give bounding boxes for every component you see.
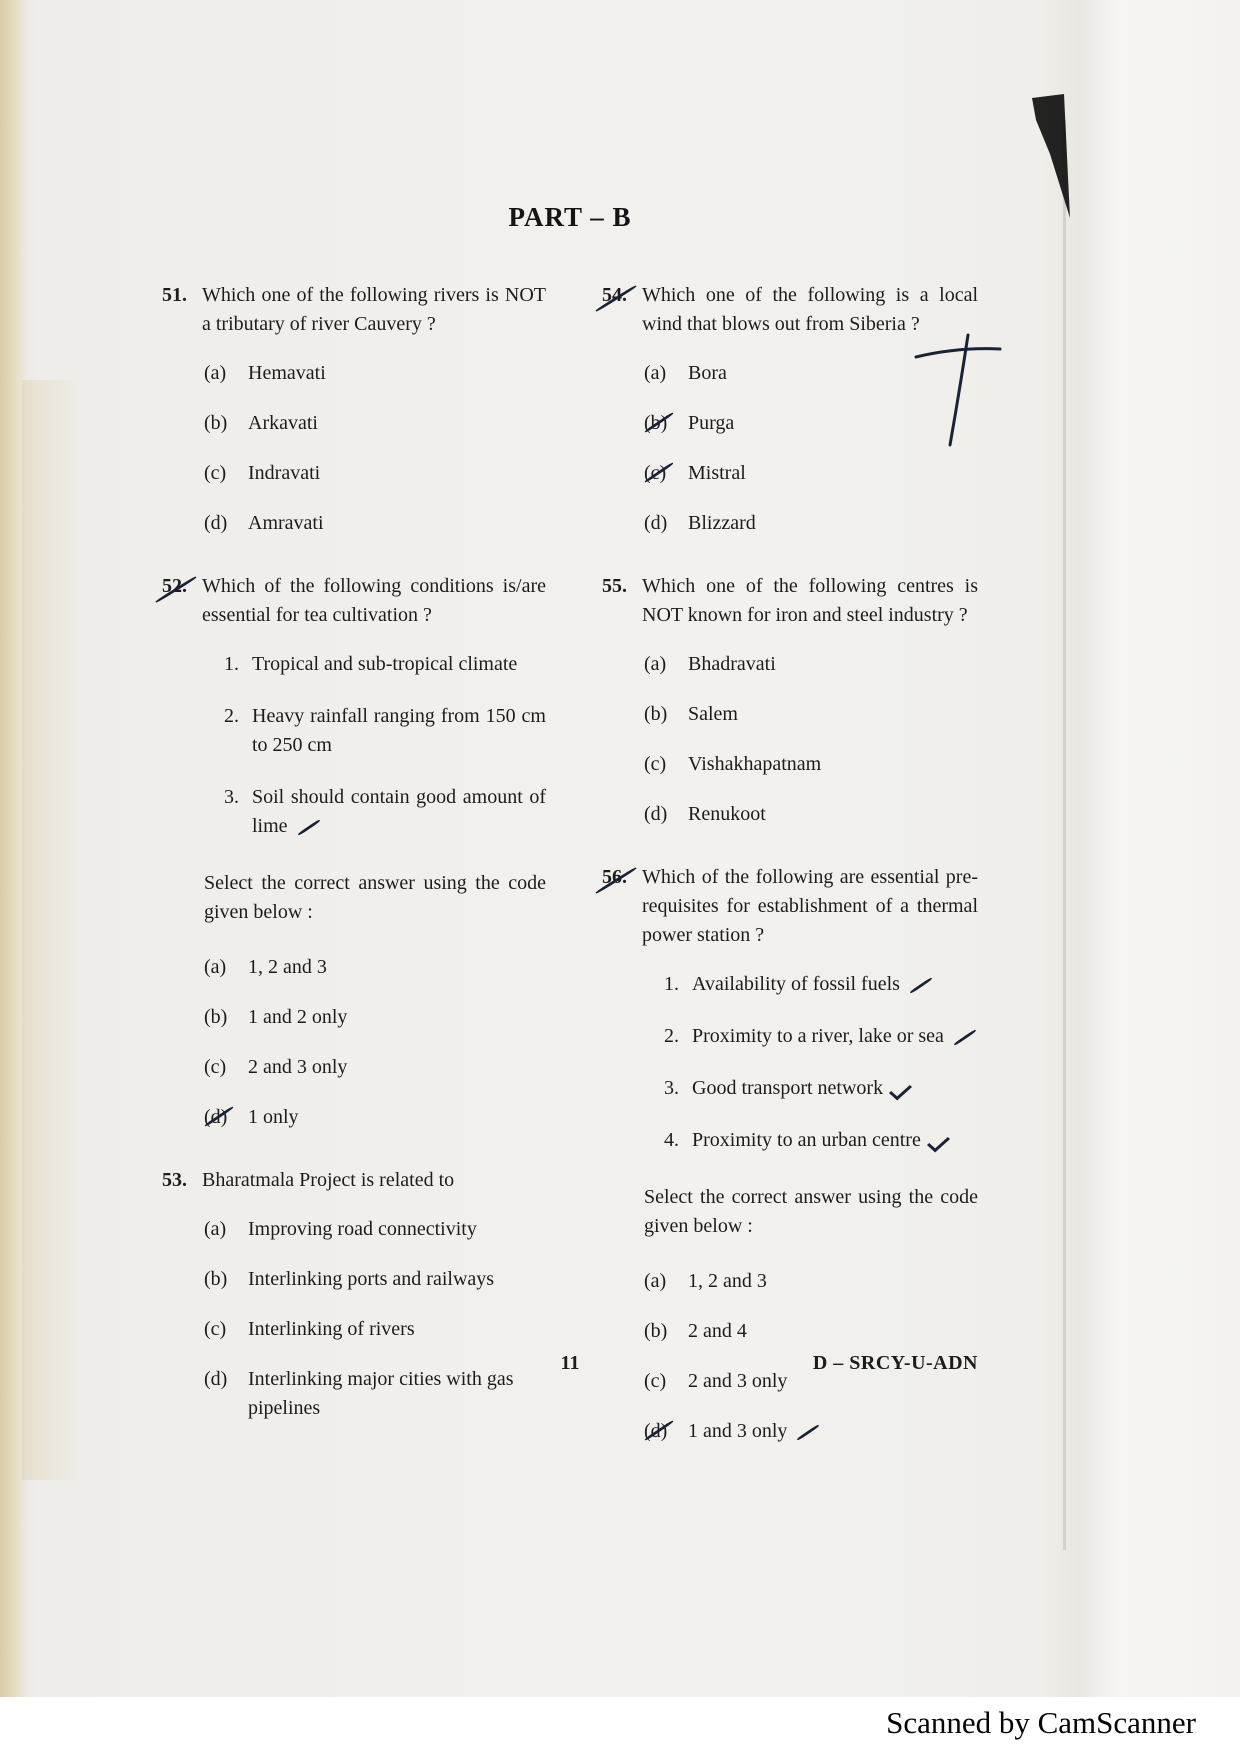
option-56d-marked <box>644 1417 978 1446</box>
question-text: Which of the following are essential pre-requisites for establishment of a thermal power station ? <box>642 866 978 947</box>
question-53 <box>162 1166 546 1423</box>
statement-1-marked: 1. Availability of fossil fuels <box>664 970 978 999</box>
option-label: (c) <box>644 753 667 776</box>
option-text: Amravati <box>248 512 324 535</box>
statement-2-marked: 2. Proximity to a river, lake or sea <box>664 1022 978 1051</box>
paper-code: D – SRCY-U-ADN <box>812 1352 978 1374</box>
option-51d <box>204 509 546 538</box>
option-text: Bora <box>688 362 727 385</box>
option-text: Hemavati <box>248 362 326 385</box>
statement-2: 2. Heavy rainfall ranging from 150 cm to 250 cm <box>224 705 546 757</box>
option-label: (a) <box>204 1218 227 1241</box>
handwritten-tick-mark <box>927 1131 950 1152</box>
statement-text: Good transport network <box>692 1077 884 1100</box>
question-text: Which one of the following centres is NOT known for iron and steel industry ? <box>642 575 978 627</box>
question-54 <box>602 281 978 538</box>
option-label: (c) <box>204 1318 227 1341</box>
option-text: Mistral <box>688 462 746 485</box>
handwritten-slash-mark <box>297 819 320 836</box>
question-52 <box>162 572 546 1132</box>
option-text: Bhadravati <box>688 653 776 676</box>
option-51a <box>204 359 546 388</box>
question-number: 53. <box>162 1169 187 1192</box>
option-label-with-pen-slash: (d) <box>644 1417 688 1446</box>
option-text: 1 and 3 only <box>688 1420 788 1443</box>
page-corner-artifact <box>1018 92 1082 232</box>
left-column <box>162 281 546 1457</box>
option-text: 1, 2 and 3 <box>248 956 327 979</box>
question-number: 51. <box>162 284 187 307</box>
page-footer <box>162 1352 978 1382</box>
option-label: (b) <box>204 412 228 435</box>
question-number-with-pen-slash: 54. <box>602 281 642 339</box>
scan-edge-artifact <box>22 380 82 1480</box>
page-number: 11 <box>560 1352 580 1374</box>
option-label-with-pen-slash: (d) <box>204 1103 248 1132</box>
statement-text: Soil should contain good amount of lime <box>252 786 546 838</box>
option-text: Improving road connectivity <box>248 1218 477 1241</box>
option-53b <box>204 1265 546 1294</box>
option-label: (b) <box>644 703 668 726</box>
option-label: (c) <box>204 462 227 485</box>
option-text: Vishakhapatnam <box>688 753 822 776</box>
question-text: Bharatmala Project is related to <box>202 1169 455 1192</box>
question-51 <box>162 281 546 538</box>
option-53a <box>204 1215 546 1244</box>
question-text: Which one of the following rivers is NOT a tributary of river Cauvery ? <box>202 284 546 336</box>
question-55 <box>602 572 978 829</box>
statement-text: Proximity to an urban centre <box>692 1129 921 1152</box>
option-55c <box>644 750 978 779</box>
option-52b <box>204 1003 546 1032</box>
option-text: Arkavati <box>248 412 318 435</box>
statement-text: Availability of fossil fuels <box>692 973 900 996</box>
statement-1: 1. Tropical and sub-tropical climate <box>224 653 518 676</box>
option-52a <box>204 953 546 982</box>
option-label-with-pen-slash: (c) <box>644 459 688 488</box>
option-label: (a) <box>644 1270 667 1293</box>
option-label: (b) <box>204 1268 228 1291</box>
option-text: 2 and 3 only <box>248 1056 348 1079</box>
question-number-with-pen-slash: 52. <box>162 572 202 630</box>
handwritten-tick-mark <box>889 1079 912 1100</box>
option-text: Interlinking ports and railways <box>248 1268 495 1291</box>
option-56a <box>644 1267 978 1296</box>
option-text: Interlinking major cities with gas pipelines <box>248 1368 514 1420</box>
option-56b <box>644 1317 978 1346</box>
option-label: (a) <box>204 956 227 979</box>
option-52c <box>204 1053 546 1082</box>
option-text: 1, 2 and 3 <box>688 1270 767 1293</box>
option-54c-marked <box>644 459 978 488</box>
option-55b <box>644 700 978 729</box>
statement-3: 3. Soil should contain good amount of lime <box>224 786 546 838</box>
question-text: Which one of the following is a local wind that blows out from Siberia ? <box>642 284 978 336</box>
option-text: 1 only <box>248 1106 299 1129</box>
handwritten-cross-mark <box>910 333 1006 453</box>
option-label: (d) <box>644 803 668 826</box>
question-number: 55. <box>602 575 627 598</box>
handwritten-slash-mark <box>953 1029 976 1046</box>
option-label: (c) <box>204 1056 227 1079</box>
option-text: Salem <box>688 703 738 726</box>
option-label: (c) <box>644 1370 667 1393</box>
option-label: (a) <box>644 362 667 385</box>
option-51b <box>204 409 546 438</box>
statement-text: Proximity to a river, lake or sea <box>692 1025 944 1048</box>
option-text: Interlinking of rivers <box>248 1318 415 1341</box>
option-text: 2 and 4 <box>688 1320 747 1343</box>
option-text: Renukoot <box>688 803 766 826</box>
option-label-with-pen-slash: (b) <box>644 409 688 438</box>
statement-3-marked: 3. Good transport network <box>664 1074 978 1103</box>
question-number-with-pen-slash: 56. <box>602 863 642 950</box>
select-instruction: Select the correct answer using the code given below : <box>644 1186 978 1238</box>
option-text: Indravati <box>248 462 321 485</box>
option-55d <box>644 800 978 829</box>
option-label: (b) <box>204 1006 228 1029</box>
statement-4-marked: 4. Proximity to an urban centre <box>664 1126 978 1155</box>
scan-credit: Scanned by CamScanner <box>886 1705 1196 1740</box>
option-text: 2 and 3 only <box>688 1370 788 1393</box>
select-instruction: Select the correct answer using the code given below : <box>204 872 546 924</box>
option-label: (d) <box>204 512 228 535</box>
statement-text: Tropical and sub-tropical climate <box>252 653 518 676</box>
option-label: (d) <box>644 512 668 535</box>
option-54d <box>644 509 978 538</box>
part-title: PART – B <box>508 202 632 232</box>
option-text: 1 and 2 only <box>248 1006 348 1029</box>
option-label: (d) <box>204 1368 228 1391</box>
option-51c <box>204 459 546 488</box>
handwritten-slash-mark <box>909 977 932 994</box>
option-label: (a) <box>644 653 667 676</box>
camscanner-bar <box>0 1697 1240 1755</box>
scan-streak-artifact <box>1063 120 1066 1550</box>
handwritten-slash-mark <box>797 1424 820 1441</box>
option-text: Blizzard <box>688 512 756 535</box>
question-text: Which of the following conditions is/are essential for tea cultivation ? <box>202 575 546 627</box>
exam-page-content <box>162 198 978 1480</box>
option-label: (b) <box>644 1320 668 1343</box>
option-text: Purga <box>688 412 735 435</box>
option-55a <box>644 650 978 679</box>
statement-text: Heavy rainfall ranging from 150 cm to 250 cm <box>252 705 546 757</box>
option-53c <box>204 1315 546 1344</box>
right-column <box>602 281 978 1480</box>
option-52d-marked <box>204 1103 546 1132</box>
option-label: (a) <box>204 362 227 385</box>
